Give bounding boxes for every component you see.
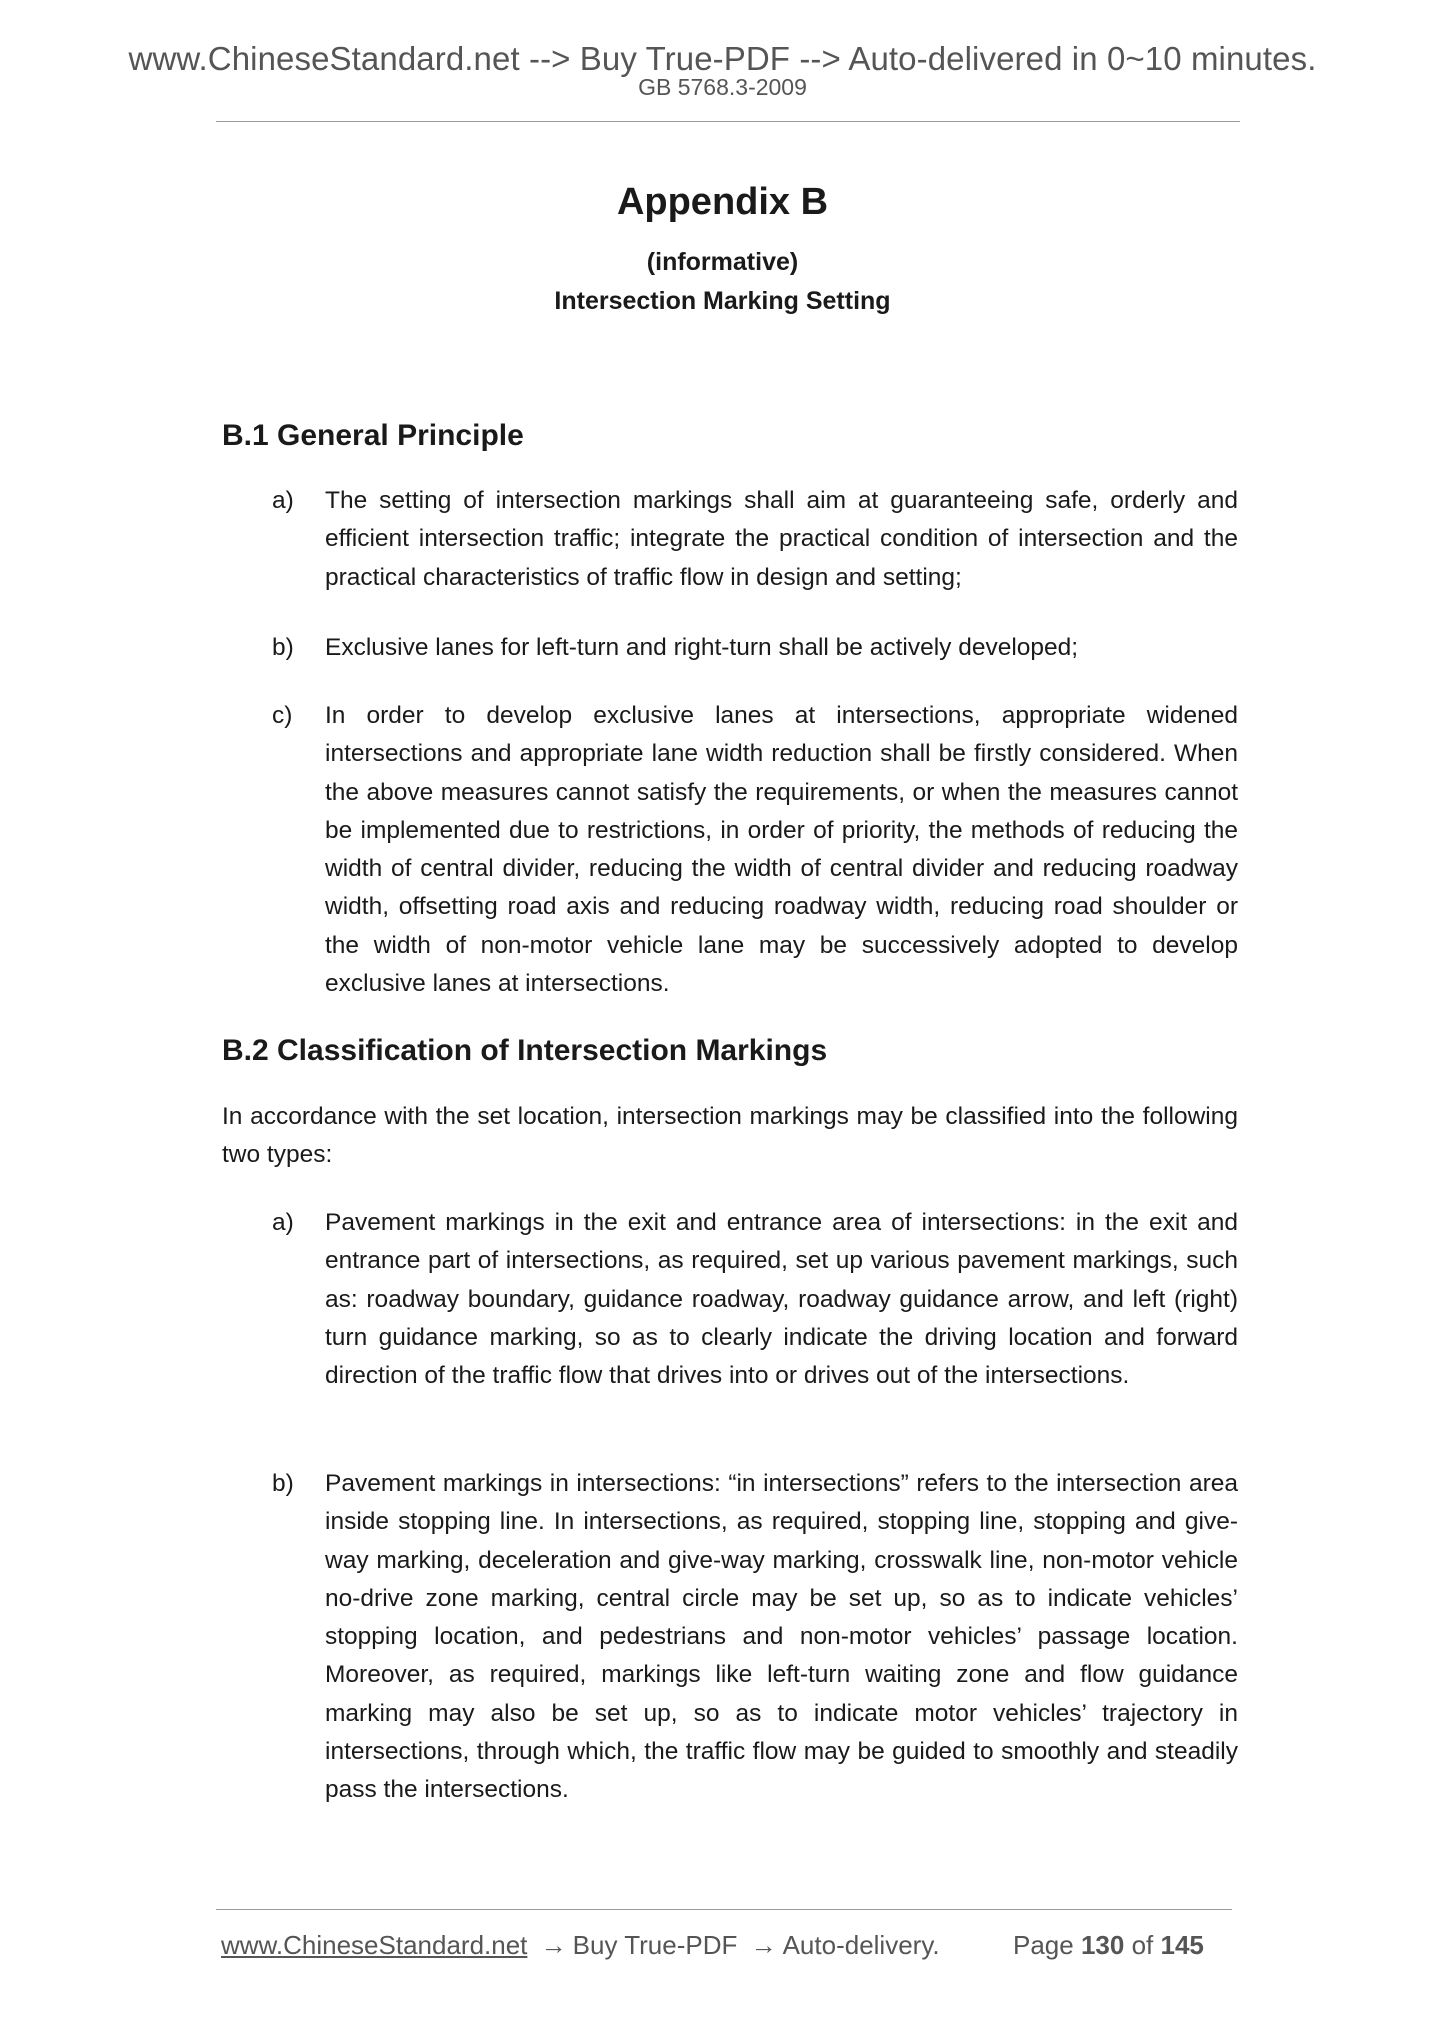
page-total: 145 <box>1160 1930 1204 1960</box>
list-item <box>272 629 1238 667</box>
document-code: GB 5768.3-2009 <box>638 74 807 100</box>
page-number <box>1013 1930 1204 1961</box>
list-item-label: b) <box>272 1470 294 1497</box>
appendix-title: Appendix B <box>616 181 829 223</box>
list-item-text: Exclusive lanes for left-turn and right-turn shall be actively developed; <box>325 634 1079 661</box>
list-item <box>272 482 1238 597</box>
page-label: Page <box>1013 1930 1074 1960</box>
auto-delivery-text: Auto-delivery. <box>782 1930 940 1960</box>
section-heading-b1: B.1 General Principle <box>222 419 524 452</box>
list-item <box>272 1204 1238 1395</box>
list-item-text: Pavement markings in the exit and entrance area of intersections: in the exit and entrance part of intersections, as required, set up various pavement markings, such as: roadway boundary, guidance roadway, roadway guidance arrow, and left (right) turn guidance marking, so as to clearly indicate the driving location and forward direction of the traffic flow that drives into or drives out of the intersections. <box>325 1209 1238 1390</box>
list-item <box>272 697 1238 1003</box>
list-item <box>272 1465 1238 1810</box>
arrow-right-icon: → <box>540 1930 567 1960</box>
section-heading-b2: B.2 Classification of Intersection Markings <box>222 1034 828 1067</box>
header-divider <box>216 121 1240 122</box>
arrow-right-icon: → <box>750 1930 777 1960</box>
appendix-subtitle: (informative) <box>646 248 799 276</box>
list-item-text: The setting of intersection markings shall aim at guaranteeing safe, orderly and efficient intersection traffic; integrate the practical condition of intersection and the practical characteristics of traffic flow in design and setting; <box>325 487 1238 591</box>
appendix-name: Intersection Marking Setting <box>554 287 891 315</box>
of-label: of <box>1131 1930 1154 1960</box>
list-item-label: b) <box>272 634 294 661</box>
list-item-text: In order to develop exclusive lanes at intersections, appropriate widened intersections and appropriate lane width reduction shall be firstly considered. When the above measures cannot satisfy the requirements, or when the measures cannot be implemented due to restrictions, in order of priority, the methods of reducing the width of central divider, reducing the width of central divider and reducing roadway width, offsetting road axis and reducing roadway width, reducing road shoulder or the width of non-motor vehicle lane may be successively adopted to develop exclusive lanes at intersections. <box>325 702 1238 998</box>
site-banner: www.ChineseStandard.net --> Buy True-PDF --> Auto-delivered in 0~10 minutes. <box>128 40 1317 77</box>
list-item-text: Pavement markings in intersections: “in intersections” refers to the intersection area inside stopping line. In intersections, as required, stopping line, stopping and give-way marking, deceleration and give-way marking, crosswalk line, non-motor vehicle no-drive zone marking, central circle may be set up, so as to indicate vehicles’ stopping location, and pedestrians and non-motor vehicles’ passage location. Moreover, as required, markings like left-turn waiting zone and flow guidance marking may also be set up, so as to indicate motor vehicles’ trajectory in intersections, through which, the traffic flow may be guided to smoothly and steadily pass the intersections. <box>325 1470 1238 1804</box>
buy-pdf-text: Buy True-PDF <box>572 1930 738 1960</box>
page-current: 130 <box>1080 1930 1125 1960</box>
footer-divider <box>216 1909 1232 1910</box>
list-item-label: c) <box>272 702 293 729</box>
list-item-label: a) <box>272 487 294 514</box>
site-link[interactable]: www.ChineseStandard.net <box>221 1930 528 1960</box>
section-intro: In accordance with the set location, intersection markings may be classified into the following two types: <box>222 1103 1238 1169</box>
list-item-label: a) <box>272 1209 294 1236</box>
footer-links <box>221 1930 940 1961</box>
